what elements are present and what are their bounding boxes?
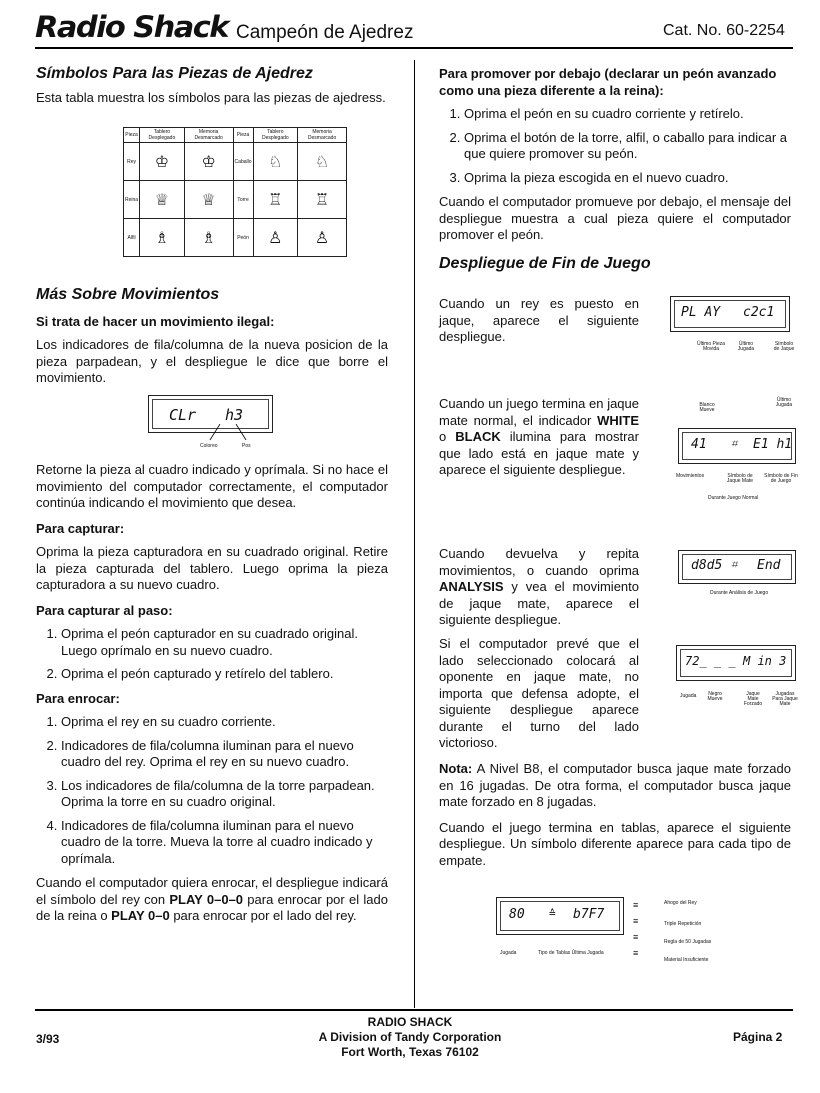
mate-symbol-icon: ⌗	[731, 558, 738, 571]
table-cell: Peón	[233, 219, 253, 257]
footer-date: 3/93	[36, 1032, 60, 1046]
castle-subheading: Para enrocar:	[36, 690, 120, 706]
mate-paragraph	[439, 396, 639, 479]
lcd-foresee-display	[676, 645, 796, 681]
table-header: Tablero Desplegado	[140, 128, 185, 143]
capture-subheading: Para capturar:	[36, 520, 125, 536]
moves-continued	[36, 462, 388, 932]
list-item: 4. Indicadores de fila/columna iluminan para el nuevo cuadro de la torre. Mueva la torre al cuadro indicado y oprímala.	[61, 818, 388, 868]
draw-paragraph: Cuando el juego termina en tablas, aparece el siguiente despliegue. Un símbolo diferente aparece para cada tipo de empate.	[439, 819, 791, 868]
table-header: Pieza	[124, 128, 140, 143]
lcd-label: Tipo de Tablas Última Jugada	[538, 950, 604, 956]
lcd-mate-display	[678, 428, 796, 464]
note-paragraph	[439, 761, 791, 811]
black-label: BLACK	[455, 429, 501, 444]
lcd-text: 80	[509, 907, 525, 922]
lcd-draw-display	[496, 897, 624, 935]
list-item: 1. Oprima el peón en su cuadro corriente y retírelo.	[464, 106, 791, 123]
lcd-label: Pos	[242, 443, 251, 449]
header-rule	[35, 47, 793, 49]
lcd-label: Jugadas Para Jaque Mate	[772, 691, 798, 707]
lcd-text: M in 3	[743, 654, 787, 668]
lcd-label: Símbolo de Fin de Juego	[764, 473, 798, 484]
analysis-paragraph	[439, 546, 639, 629]
table-cell: Rey	[124, 143, 140, 181]
enpassant-list	[36, 626, 388, 683]
lcd-text: b7F7	[573, 907, 605, 922]
play-short-label: PLAY 0–0	[111, 908, 170, 923]
text-run: Cuando devuelva y repita movimientos, o cuando oprima	[439, 546, 639, 578]
castle-list	[36, 714, 388, 867]
legend-item: Material Insuficiente	[664, 957, 709, 963]
endgame-heading: Despliegue de Fin de Juego	[439, 254, 651, 272]
promote-paragraph: Cuando el computador promueve por debajo, el mensaje del despliegue muestra a cual pieza quiere el computador promover el peón.	[439, 194, 791, 242]
draw-type-symbol-icon: ≙	[549, 907, 556, 920]
king-symbol-icon: ♔	[184, 143, 233, 181]
foresee-paragraph: Si el computador prevé que el lado seleccionado colocará al oponente en jaque mate, no importa que defensa adopte, el siguiente despliegue aparece durante el turno del lado victorioso.	[439, 636, 639, 750]
text-run: para enrocar por el lado del rey.	[169, 908, 357, 923]
lcd-text: 41	[691, 437, 707, 452]
text-run: A Nivel B8, el computador busca jaque mate forzado en 16 jugadas. De otra forma, el computador busca jaque mate forzado en 8 jugadas.	[439, 761, 791, 809]
king-symbol-icon: ♔	[140, 143, 185, 181]
table-cell: Alfil	[124, 219, 140, 257]
document-title: Campeón de Ajedrez	[236, 22, 414, 43]
table-header: Memoria Desmarcado	[298, 128, 347, 143]
lcd-label: Coloreo	[200, 443, 218, 449]
knight-symbol-icon: ♘	[298, 143, 347, 181]
bishop-symbol-icon: ♗	[184, 219, 233, 257]
lcd-label: Jugada	[680, 693, 697, 699]
symbols-heading: Símbolos Para las Piezas de Ajedrez	[36, 65, 313, 82]
right-column	[439, 66, 791, 279]
capture-paragraph: Oprima la pieza capturadora en su cuadrado original. Retire la pieza capturada del tablero. Luego oprima la pieza capturadora a su nuevo cuadro.	[36, 544, 388, 592]
white-label: WHITE	[597, 412, 639, 428]
legend-item: Triple Repetición	[664, 921, 702, 927]
mate-symbol-icon: ⌗	[731, 437, 738, 450]
return-paragraph: Retorne la pieza al cuadro indicado y oprímala. Si no hace el movimiento del computador correctamente, el computador continúa indicando el movimiento que desea.	[36, 462, 388, 510]
legend-item: Regla de 50 Jugadas	[664, 939, 712, 945]
lcd-text: d8d5	[691, 558, 723, 573]
lcd-check-display	[670, 296, 790, 332]
moves-section	[36, 287, 388, 394]
note-label: Nota:	[439, 761, 473, 776]
pawn-symbol-icon: ♙	[298, 219, 347, 257]
list-item: 1. Oprima el rey en su cuadro corriente.	[61, 714, 388, 731]
knight-symbol-icon: ♘	[253, 143, 298, 181]
text-run: Cuando un juego termina en jaque mate normal, el indicador	[439, 396, 639, 428]
castle-paragraph	[36, 875, 388, 925]
text-run: para enrocar por el lado de la reina o	[36, 891, 388, 923]
list-item: 2. Indicadores de fila/columna iluminan para el nuevo cuadro del rey. Oprima el rey en su nuevo cuadro.	[61, 738, 388, 771]
list-item: 2. Oprima el botón de la torre, alfil, o caballo para indicar a que quiere promover su peón.	[464, 130, 791, 163]
lcd-label: Símbolo de Jaque	[773, 341, 795, 352]
lcd-label: Negro Mueve	[707, 691, 723, 702]
text-run: y vea el movimiento de jaque mate, aparece el siguiente despliegue.	[439, 579, 639, 627]
legend-item: Ahogo del Rey	[664, 900, 697, 906]
play-long-label: PLAY 0–0–0	[169, 891, 244, 907]
footer-page-number: Página 2	[733, 1030, 783, 1044]
lcd-text: h3	[225, 406, 244, 424]
lcd-label: Jaque Mate Forzado	[743, 691, 763, 707]
table-row	[124, 219, 347, 257]
list-item: 1. Oprima el peón capturador en su cuadrado original. Luego oprímalo en su nuevo cuadro.	[61, 626, 388, 659]
table-row	[124, 143, 347, 181]
piece-symbol-table	[123, 127, 347, 257]
lcd-text: CLr	[169, 406, 197, 424]
illegal-paragraph: Los indicadores de fila/columna de la nueva posicion de la pieza parpadean, y el despliegue le dice que borre el movimiento.	[36, 337, 388, 385]
footer-division: A Division of Tandy Corporation	[318, 1030, 502, 1044]
footer-company: RADIO SHACK	[367, 1015, 453, 1029]
list-item: 2. Oprima el peón capturado y retírelo del tablero.	[61, 666, 388, 683]
lcd-text: End	[757, 558, 781, 573]
lcd-label: Jugada	[500, 950, 517, 956]
table-header: Memoria Desmarcado	[184, 128, 233, 143]
lcd-caption: Durante Análisis de Juego	[710, 590, 769, 596]
lcd-label: Símbolo de Jaque Mate	[726, 473, 754, 484]
queen-symbol-icon: ♕	[184, 181, 233, 219]
table-cell: Reina	[124, 181, 140, 219]
lcd-label: Último Pieza Movida	[696, 341, 726, 352]
lcd-label: Blanco Mueve	[699, 402, 715, 413]
table-header: Pieza	[233, 128, 253, 143]
table-cell: Torre	[233, 181, 253, 219]
list-item: 3. Los indicadores de fila/columna de la torre parpadean. Oprima la torre en su cuadro original.	[61, 778, 388, 811]
lcd-label: Último Jugada	[775, 397, 793, 408]
illegal-subheading: Si trata de hacer un movimiento ilegal:	[36, 313, 275, 329]
note-section	[439, 761, 791, 876]
footer-rule	[35, 1009, 793, 1011]
lcd-caption: Durante Juego Normal	[708, 495, 759, 501]
rook-symbol-icon: ♖	[253, 181, 298, 219]
lcd-text: PL AY	[681, 305, 721, 320]
table-header-row	[124, 128, 347, 143]
enpassant-subheading: Para capturar al paso:	[36, 602, 173, 618]
text-run: o	[439, 429, 456, 444]
analysis-label: ANALYSIS	[439, 579, 504, 594]
promote-list	[439, 106, 791, 186]
table-header: Tablero Desplegado	[253, 128, 298, 143]
list-item: 3. Oprima la pieza escogida en el nuevo cuadro.	[464, 170, 791, 187]
check-paragraph: Cuando un rey es puesto en jaque, aparece el siguiente despliegue.	[439, 296, 639, 344]
text-run: Cuando el computador quiera enrocar, el despliegue indicará el símbolo del rey con	[36, 875, 388, 907]
lcd-text: 72_ _ _	[685, 654, 736, 668]
lcd-label: Último Jugada	[737, 341, 755, 352]
bishop-symbol-icon: ♗	[140, 219, 185, 257]
footer-address: Fort Worth, Texas 76102	[341, 1045, 479, 1059]
table-cell: Caballo	[233, 143, 253, 181]
left-column	[36, 66, 388, 113]
brand-logo: Radio Shack	[35, 10, 228, 44]
pawn-symbol-icon: ♙	[253, 219, 298, 257]
symbols-intro: Esta tabla muestra los símbolos para las piezas de ajedress.	[36, 89, 386, 105]
rook-symbol-icon: ♖	[298, 181, 347, 219]
catalog-number: Cat. No. 60-2254	[663, 22, 785, 39]
lcd-text: E1 h1	[753, 437, 793, 452]
column-divider	[414, 60, 415, 1008]
draw-type-symbols: ≡ ≡ ≡ ≡	[633, 900, 639, 958]
text-run: ilumina para mostrar que lado está en jaque mate y aparece el siguiente despliegue.	[439, 429, 639, 477]
lcd-text: c2c1	[743, 305, 775, 320]
queen-symbol-icon: ♕	[140, 181, 185, 219]
promote-subheading: Para promover por debajo (declarar un peón avanzado como una pieza diferente a la reina):	[439, 66, 777, 98]
moves-heading: Más Sobre Movimientos	[36, 286, 220, 303]
table-row	[124, 181, 347, 219]
lcd-label: Movimientos	[676, 473, 705, 479]
lcd-analysis-display	[678, 550, 796, 584]
